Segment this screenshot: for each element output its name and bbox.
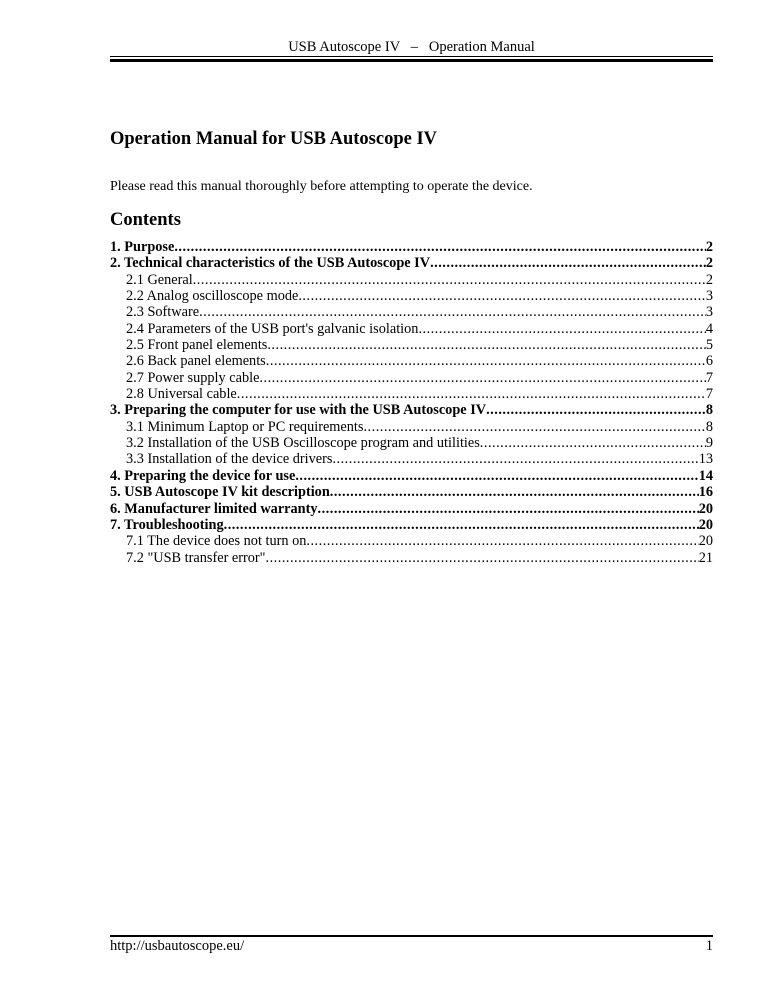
document-title: Operation Manual for USB Autoscope IV bbox=[110, 129, 438, 149]
toc-page-number: 2 bbox=[705, 255, 713, 272]
toc-row[interactable] bbox=[110, 550, 713, 566]
toc-row[interactable] bbox=[110, 435, 713, 451]
intro-paragraph: Please read this manual thoroughly before attempting to operate the device. bbox=[110, 179, 533, 194]
toc-entry-label: 1. Purpose bbox=[110, 239, 175, 255]
footer-page-number: 1 bbox=[705, 938, 713, 954]
footer-url-link[interactable]: http://usbautoscope.eu/ bbox=[110, 938, 245, 954]
toc-page-number: 5 bbox=[705, 337, 713, 354]
toc-row[interactable] bbox=[110, 239, 713, 255]
toc-page-number: 14 bbox=[698, 467, 713, 484]
toc-dot-leader bbox=[266, 353, 706, 369]
toc-dot-leader bbox=[486, 402, 706, 418]
toc-page-number: 3 bbox=[705, 288, 713, 305]
toc-dot-leader bbox=[430, 255, 706, 271]
toc-row[interactable] bbox=[110, 451, 713, 467]
toc-dot-leader bbox=[330, 484, 699, 500]
toc-entry-label: 4. Preparing the device for use bbox=[110, 467, 296, 484]
toc-entry-label: 2.3 Software bbox=[126, 304, 200, 321]
toc-page-number: 8 bbox=[705, 402, 713, 419]
toc-entry-label: 3. Preparing the computer for use with the USB Autoscope IV bbox=[110, 402, 487, 419]
toc-page-number: 4 bbox=[705, 320, 713, 337]
toc-row[interactable] bbox=[110, 517, 713, 533]
toc-row[interactable] bbox=[110, 501, 713, 517]
toc-entry-label: 3.1 Minimum Laptop or PC requirements bbox=[126, 418, 364, 435]
toc-entry-label: 7. Troubleshooting bbox=[110, 516, 224, 533]
toc-entry-label: 2.7 Power supply cable bbox=[126, 369, 260, 386]
toc-row[interactable] bbox=[110, 353, 713, 369]
toc-row[interactable] bbox=[110, 386, 713, 402]
toc-dot-leader bbox=[332, 451, 698, 467]
toc-page-number: 21 bbox=[698, 549, 713, 566]
toc-page-number: 13 bbox=[698, 451, 713, 468]
toc-dot-leader bbox=[224, 517, 699, 533]
toc-entry-label: 2. Technical characteristics of the USB Autoscope IV bbox=[110, 255, 431, 272]
toc-page-number: 7 bbox=[705, 386, 713, 403]
toc-page-number: 20 bbox=[698, 500, 713, 517]
toc-dot-leader bbox=[318, 501, 699, 517]
footer-line bbox=[110, 938, 713, 954]
toc-entry-label: 2.1 General bbox=[126, 271, 193, 288]
toc-page-number: 20 bbox=[698, 533, 713, 550]
toc-page-number: 6 bbox=[705, 353, 713, 370]
toc-row[interactable] bbox=[110, 321, 713, 337]
toc-row[interactable] bbox=[110, 288, 713, 304]
toc-list bbox=[110, 239, 713, 566]
toc-dot-leader bbox=[266, 550, 699, 566]
toc-page-number: 7 bbox=[705, 369, 713, 386]
toc-entry-label: 3.2 Installation of the USB Oscilloscope program and utilities bbox=[126, 435, 480, 452]
toc-row[interactable] bbox=[110, 484, 713, 500]
toc-dot-leader bbox=[193, 272, 706, 288]
toc-entry-label: 6. Manufacturer limited warranty bbox=[110, 500, 318, 517]
toc-dot-leader bbox=[259, 370, 705, 386]
toc-page-number: 3 bbox=[705, 304, 713, 321]
toc-page-number: 16 bbox=[698, 484, 713, 501]
toc-row[interactable] bbox=[110, 337, 713, 353]
toc-row[interactable] bbox=[110, 468, 713, 484]
toc-dot-leader bbox=[199, 304, 706, 320]
toc-dot-leader bbox=[174, 239, 706, 255]
footer-rule bbox=[110, 935, 713, 938]
toc-row[interactable] bbox=[110, 402, 713, 418]
toc-entry-label: 7.1 The device does not turn on bbox=[126, 533, 307, 550]
toc-dot-leader bbox=[267, 337, 705, 353]
page-content bbox=[110, 0, 713, 566]
toc-entry-label: 3.3 Installation of the device drivers bbox=[126, 451, 333, 468]
toc-page-number: 8 bbox=[705, 418, 713, 435]
toc-row[interactable] bbox=[110, 272, 713, 288]
toc-row[interactable] bbox=[110, 370, 713, 386]
toc-row[interactable] bbox=[110, 304, 713, 320]
running-header-title: USB Autoscope IV – Operation Manual bbox=[110, 40, 713, 57]
toc-entry-label: 2.2 Analog oscilloscope mode bbox=[126, 288, 299, 305]
toc-row[interactable] bbox=[110, 255, 713, 271]
toc-entry-label: 2.8 Universal cable bbox=[126, 386, 237, 403]
toc-dot-leader bbox=[306, 533, 698, 549]
toc-entry-label: 2.6 Back panel elements bbox=[126, 353, 266, 370]
toc-row[interactable] bbox=[110, 533, 713, 549]
toc-dot-leader bbox=[480, 435, 706, 451]
toc-entry-label: 2.4 Parameters of the USB port's galvanic isolation bbox=[126, 320, 419, 337]
toc-dot-leader bbox=[295, 468, 698, 484]
toc-dot-leader bbox=[237, 386, 706, 402]
toc-page-number: 2 bbox=[705, 239, 713, 255]
toc-page-number: 9 bbox=[705, 435, 713, 452]
toc-entry-label: 2.5 Front panel elements bbox=[126, 337, 268, 354]
running-footer bbox=[110, 935, 713, 955]
toc-entry-label: 7.2 "USB transfer error" bbox=[126, 549, 266, 566]
toc-dot-leader bbox=[418, 321, 705, 337]
toc-row[interactable] bbox=[110, 419, 713, 435]
toc-dot-leader bbox=[363, 419, 705, 435]
toc-dot-leader bbox=[298, 288, 706, 304]
toc-page-number: 2 bbox=[705, 271, 713, 288]
toc-entry-label: 5. USB Autoscope IV kit description bbox=[110, 484, 330, 501]
toc-page-number: 20 bbox=[698, 516, 713, 533]
contents-heading: Contents bbox=[110, 210, 181, 230]
